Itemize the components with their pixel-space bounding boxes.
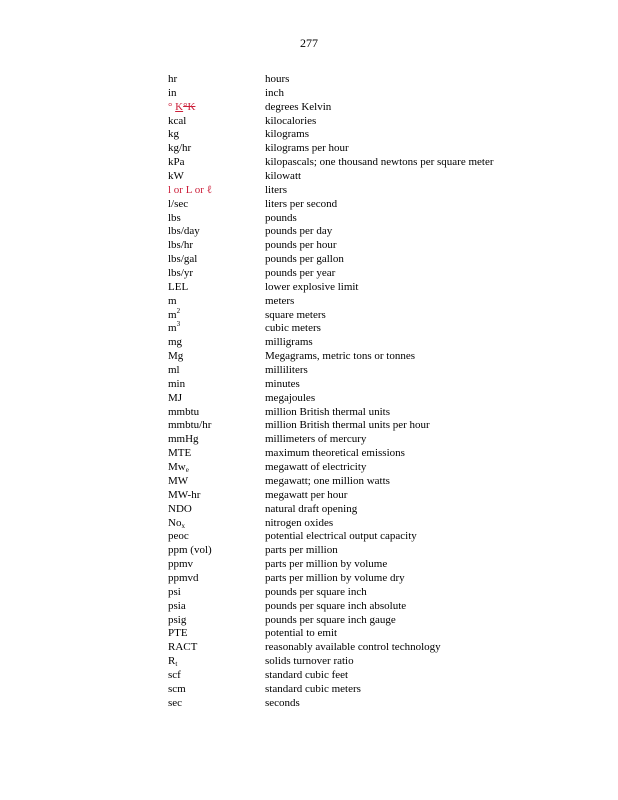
abbreviation-term: scf xyxy=(168,668,181,681)
abbreviation-definition: hours xyxy=(265,73,290,85)
abbreviation-term: mmbtu xyxy=(168,405,200,418)
abbreviation-definition: cubic meters xyxy=(265,322,321,335)
abbreviation-definition: milliliters xyxy=(265,364,308,377)
abbreviation-term xyxy=(168,322,180,336)
abbreviation-definition: kilocalories xyxy=(265,114,317,127)
abbreviation-definition: reasonably available control technology xyxy=(265,641,441,654)
abbreviation-definition: standard cubic meters xyxy=(265,682,361,695)
abbreviation-term: m xyxy=(168,294,177,307)
abbreviation-term: ppm (vol) xyxy=(168,544,212,557)
abbreviation-term: lbs/day xyxy=(168,225,200,238)
abbreviation-term: sec xyxy=(168,696,183,709)
abbreviation-term xyxy=(168,517,185,531)
abbreviation-definition: standard cubic feet xyxy=(265,668,349,681)
abbreviation-definition: pounds per square inch xyxy=(265,585,367,598)
abbreviation-definition: potential electrical output capacity xyxy=(265,530,417,543)
inserted-degree-mark: ° xyxy=(168,100,173,113)
abbreviation-term: lbs/yr xyxy=(168,267,194,280)
abbreviation-term-subscript: t xyxy=(175,660,178,669)
abbreviation-term: Mg xyxy=(168,350,184,363)
abbreviation-term: kg/hr xyxy=(168,142,192,155)
abbreviation-definition: solids turnover ratio xyxy=(265,655,354,668)
abbreviation-definition: millimeters of mercury xyxy=(265,433,367,446)
abbreviation-term: psi xyxy=(168,585,181,598)
abbreviation-definition: parts per million xyxy=(265,544,338,557)
abbreviation-definition: pounds xyxy=(265,211,297,224)
abbreviation-definition: nitrogen oxides xyxy=(265,516,334,529)
abbreviation-term: MJ xyxy=(168,391,183,404)
abbreviation-definition: milligrams xyxy=(265,336,313,349)
abbreviation-definition: kilowatt xyxy=(265,170,302,183)
abbreviation-term: NDO xyxy=(168,502,192,515)
abbreviation-definition: kilograms xyxy=(265,128,309,141)
abbreviation-definition: liters xyxy=(265,183,287,196)
abbreviation-term: lbs/gal xyxy=(168,253,198,266)
abbreviation-term-base: R xyxy=(168,655,176,668)
abbreviation-term: kg xyxy=(168,128,179,141)
abbreviation-definition: parts per million by volume xyxy=(265,558,388,571)
abbreviation-definition: million British thermal units xyxy=(265,405,390,418)
abbreviation-definition: degrees Kelvin xyxy=(265,100,332,113)
abbreviation-term: ml xyxy=(168,364,180,377)
abbreviation-definition: meters xyxy=(265,294,295,307)
abbreviation-term: peoc xyxy=(168,530,189,543)
abbreviation-term-base: No xyxy=(168,516,182,529)
abbreviation-term: psia xyxy=(168,599,186,612)
abbreviation-term: min xyxy=(168,377,186,390)
abbreviation-term: kW xyxy=(168,170,184,183)
abbreviation-term xyxy=(168,101,195,115)
abbreviation-term: lbs xyxy=(168,211,181,224)
abbreviation-definition: pounds per gallon xyxy=(265,253,344,266)
abbreviation-definition: potential to emit xyxy=(265,627,338,640)
abbreviation-term: l or L or ℓ xyxy=(168,183,212,196)
deleted-kelvin-symbol: °K xyxy=(183,100,196,113)
abbreviation-definition: liters per second xyxy=(265,197,338,210)
abbreviation-term xyxy=(168,461,189,475)
abbreviation-definition: megajoules xyxy=(265,391,316,404)
abbreviation-term-base: m xyxy=(168,308,177,321)
abbreviation-definition: maximum theoretical emissions xyxy=(265,447,405,460)
abbreviation-term-base: m xyxy=(168,322,177,335)
abbreviation-term: mg xyxy=(168,336,183,349)
abbreviation-term: psig xyxy=(168,613,187,626)
abbreviation-definition: megawatt of electricity xyxy=(265,461,367,474)
abbreviation-term: MW xyxy=(168,474,189,487)
abbreviation-term: ppmv xyxy=(168,558,194,571)
abbreviation-definition: lower explosive limit xyxy=(265,280,359,293)
abbreviation-definition: minutes xyxy=(265,377,300,390)
abbreviation-definition: pounds per year xyxy=(265,267,336,280)
abbreviation-definition: seconds xyxy=(265,696,300,709)
abbreviation-definition: kilopascals; one thousand newtons per square meter xyxy=(265,156,494,169)
abbreviation-definition: million British thermal units per hour xyxy=(265,419,430,432)
abbreviation-term: l/sec xyxy=(168,197,189,210)
abbreviation-definition: megawatt; one million watts xyxy=(265,474,390,487)
abbreviation-term xyxy=(168,655,177,669)
abbreviation-term-subscript: e xyxy=(185,466,189,475)
abbreviation-definition: pounds per hour xyxy=(265,239,337,252)
abbreviation-term: in xyxy=(168,86,177,99)
page-number: 277 xyxy=(300,36,318,50)
abbreviation-term-subscript: x xyxy=(181,521,185,530)
abbreviation-term-superscript: 2 xyxy=(176,306,181,315)
abbreviation-term: scm xyxy=(168,682,186,695)
abbreviation-definition: inch xyxy=(265,86,284,99)
abbreviation-definition: natural draft opening xyxy=(265,502,358,515)
abbreviation-term: LEL xyxy=(168,280,189,293)
abbreviation-term-base: Mw xyxy=(168,461,186,474)
abbreviation-term: mmHg xyxy=(168,433,199,446)
abbreviation-term: PTE xyxy=(168,627,188,640)
abbreviation-term: ppmvd xyxy=(168,571,199,584)
abbreviation-definition: megawatt per hour xyxy=(265,488,348,501)
abbreviation-definition: pounds per square inch absolute xyxy=(265,599,407,612)
abbreviation-term: kcal xyxy=(168,114,187,127)
abbreviation-term: RACT xyxy=(168,641,198,654)
abbreviation-definition: Megagrams, metric tons or tonnes xyxy=(265,350,415,363)
abbreviation-term: mmbtu/hr xyxy=(168,419,212,432)
abbreviation-term-superscript: 3 xyxy=(176,320,181,329)
abbreviation-definition: parts per million by volume dry xyxy=(265,571,405,584)
abbreviation-definition: kilograms per hour xyxy=(265,142,349,155)
abbreviation-term: kPa xyxy=(168,156,185,169)
abbreviation-term: MW-hr xyxy=(168,488,201,501)
abbreviation-definition: pounds per day xyxy=(265,225,333,238)
abbreviation-term: hr xyxy=(168,73,178,85)
abbreviation-definition: square meters xyxy=(265,308,326,321)
abbreviation-term: MTE xyxy=(168,447,192,460)
abbreviation-definition: pounds per square inch gauge xyxy=(265,613,396,626)
inserted-kelvin-symbol: K xyxy=(175,100,184,113)
abbreviation-term: lbs/hr xyxy=(168,239,194,252)
